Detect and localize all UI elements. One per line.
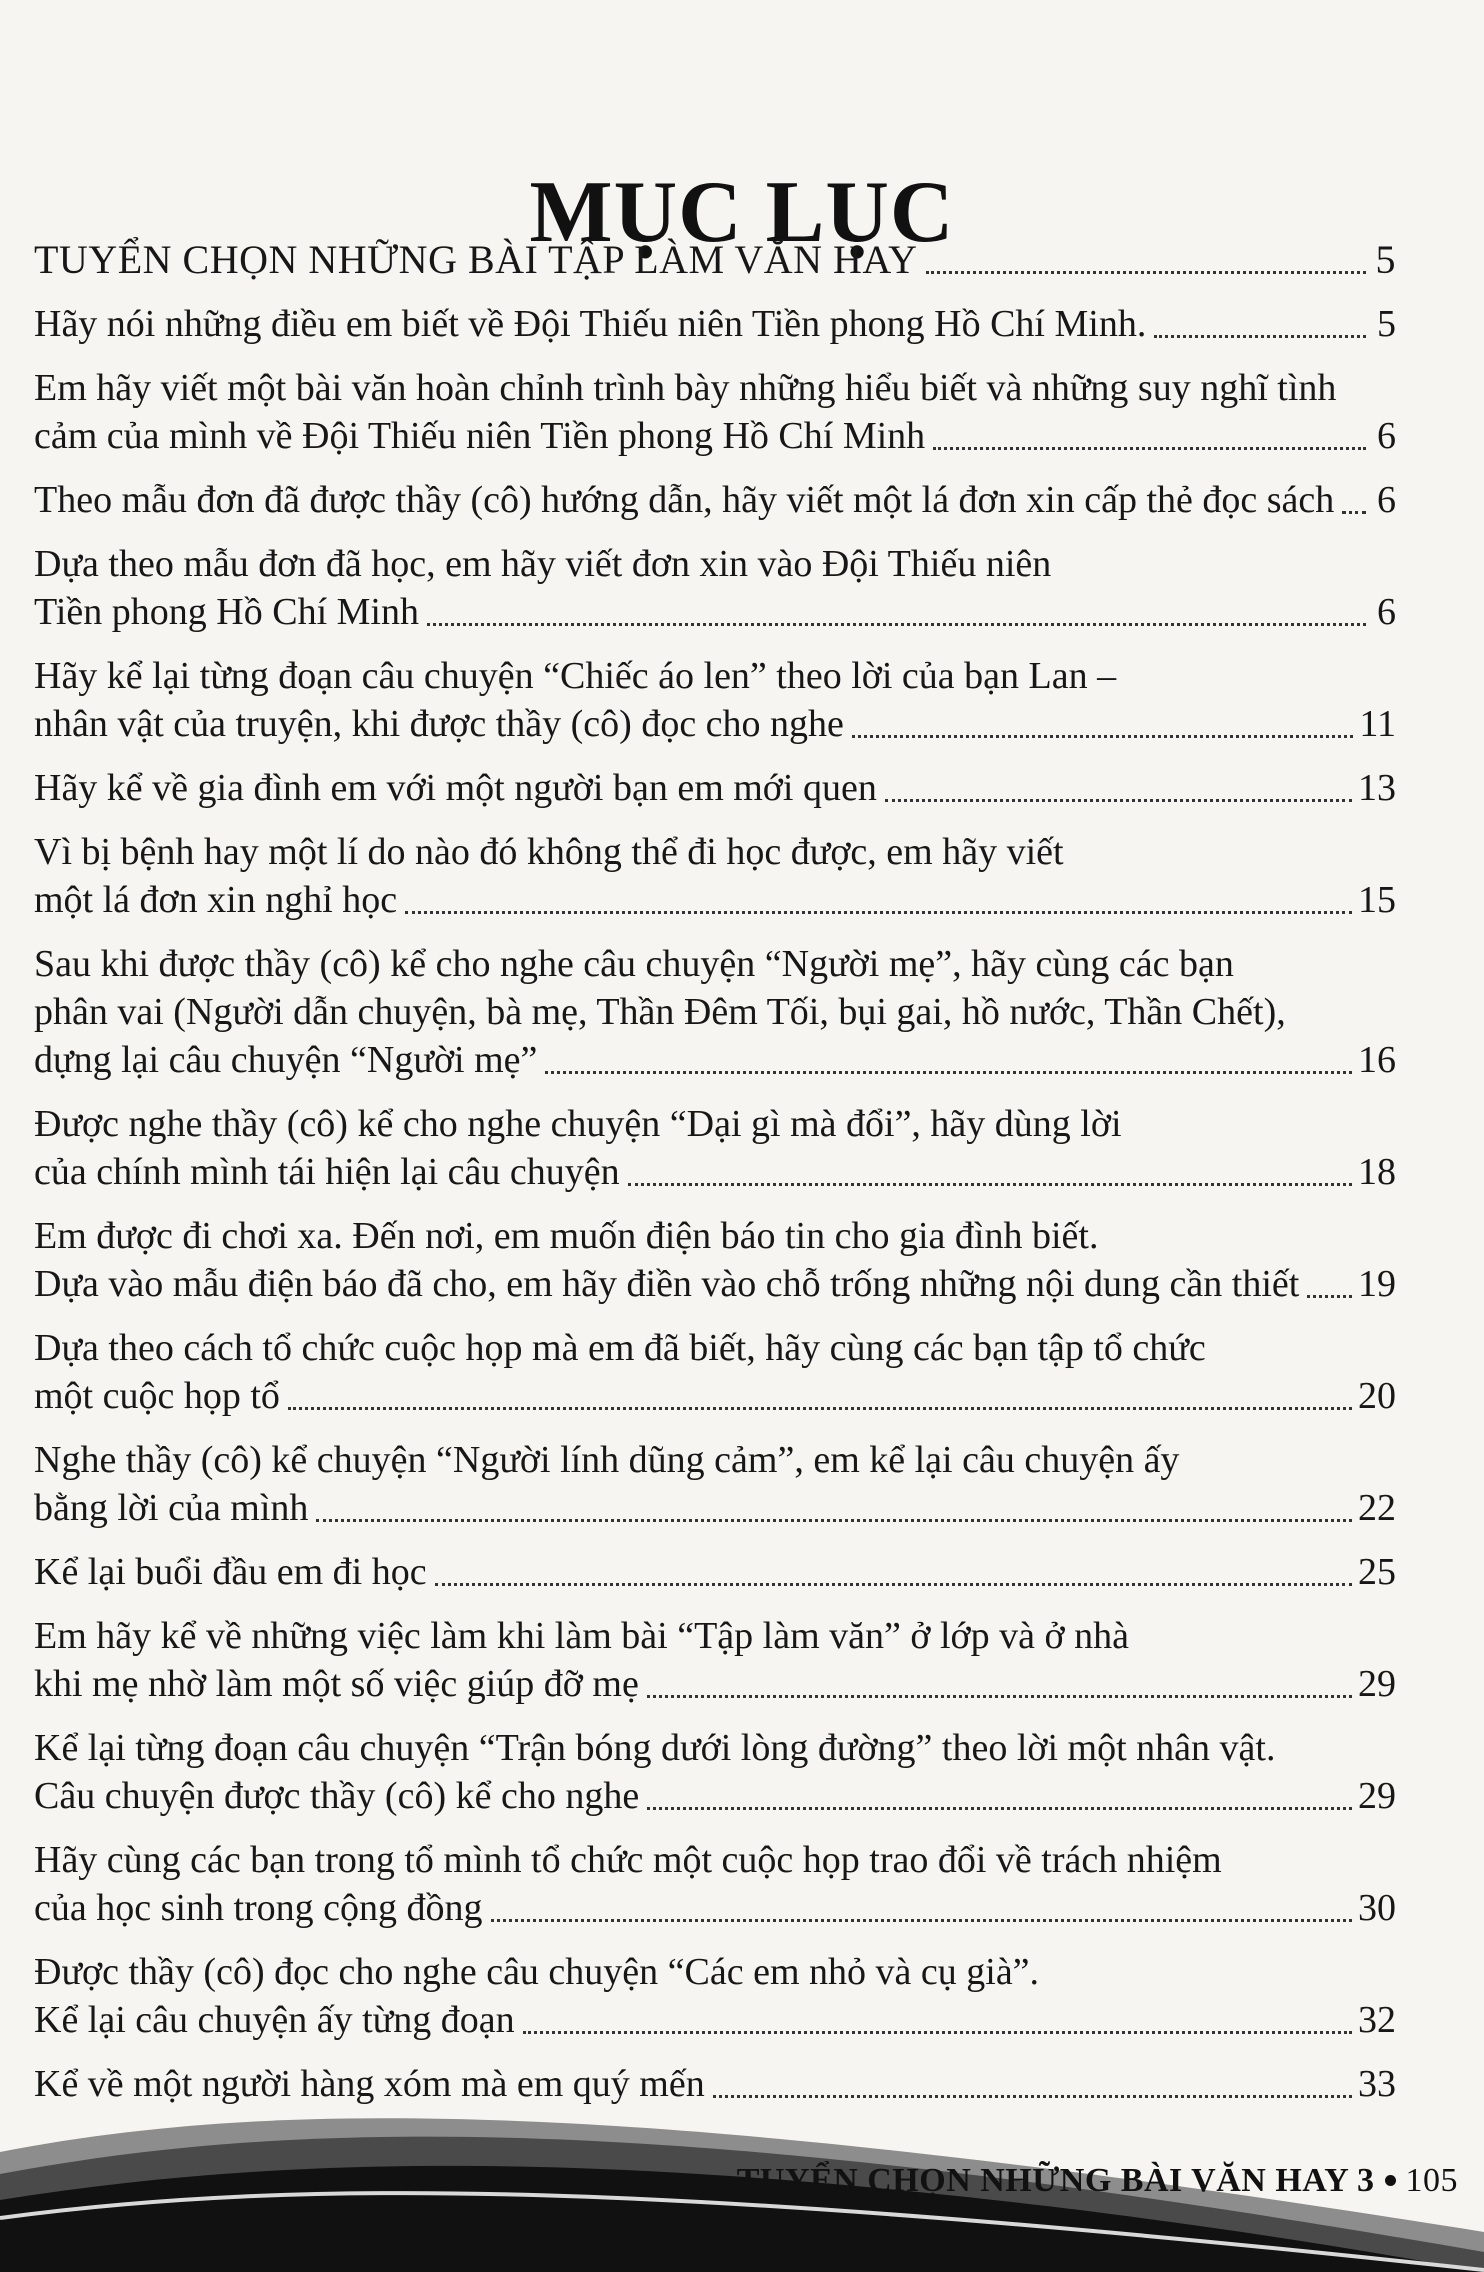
dot-leader	[647, 1695, 1352, 1698]
dot-leader	[647, 1807, 1352, 1810]
toc-entry[interactable]	[34, 1212, 1396, 1308]
toc-entry[interactable]	[34, 236, 1396, 284]
toc-entry-title: Theo mẫu đơn đã được thầy (cô) hướng dẫn, hãy viết một lá đơn xin cấp thẻ đọc sách	[34, 479, 1335, 521]
toc-entry-title: TUYỂN CHỌN NHỮNG BÀI TẬP LÀM VĂN HAY	[34, 237, 918, 282]
toc-entry-title: một cuộc họp tổ	[34, 1375, 280, 1417]
toc-entry-title-line: Em hãy kể về những việc làm khi làm bài “Tập làm văn” ở lớp và ở nhà	[34, 1615, 1129, 1657]
toc-entry-title: của học sinh trong cộng đồng	[34, 1887, 483, 1929]
toc-entry-title-line: Kể lại từng đoạn câu chuyện “Trận bóng dưới lòng đường” theo lời một nhân vật.	[34, 1727, 1276, 1769]
page-footer	[737, 2162, 1458, 2200]
page-number: 105	[1405, 2162, 1458, 2199]
toc-page-number: 32	[1358, 1999, 1396, 2041]
toc-entry-title: Kể lại câu chuyện ấy từng đoạn	[34, 1999, 515, 2041]
toc-entry-title: Hãy kể về gia đình em với một người bạn em mới quen	[34, 767, 877, 809]
dot-leader	[427, 623, 1366, 626]
toc-entry[interactable]	[34, 764, 1396, 812]
toc-page-number: 22	[1358, 1487, 1396, 1529]
toc-page-number: 11	[1359, 703, 1396, 745]
toc-entry-title-line: Sau khi được thầy (cô) kể cho nghe câu chuyện “Người mẹ”, hãy cùng các bạn	[34, 943, 1234, 985]
toc-entry-title: Dựa vào mẫu điện báo đã cho, em hãy điền vào chỗ trống những nội dung cần thiết	[34, 1263, 1300, 1305]
toc-entry-title: một lá đơn xin nghỉ học	[34, 879, 398, 921]
toc-entry[interactable]	[34, 1436, 1396, 1532]
toc-entry-title: nhân vật của truyện, khi được thầy (cô) đọc cho nghe	[34, 703, 844, 745]
dot-leader	[926, 271, 1366, 274]
toc-entry[interactable]	[34, 364, 1396, 460]
toc-entry-title: dựng lại câu chuyện “Người mẹ”	[34, 1039, 538, 1081]
toc-entry-title: khi mẹ nhờ làm một số việc giúp đỡ mẹ	[34, 1663, 639, 1705]
toc-entry-title: cảm của mình về Đội Thiếu niên Tiền phong Hồ Chí Minh	[34, 415, 926, 457]
toc-entry[interactable]	[34, 652, 1396, 748]
bullet-icon	[1385, 2175, 1396, 2186]
toc-page-number: 13	[1358, 767, 1396, 809]
toc-page-number: 5	[1375, 237, 1396, 282]
toc-entry-title-line: Được nghe thầy (cô) kể cho nghe chuyện “Dại gì mà đổi”, hãy dùng lời	[34, 1103, 1122, 1145]
toc-entry-title-line: Nghe thầy (cô) kể chuyện “Người lính dũng cảm”, em kể lại câu chuyện ấy	[34, 1439, 1180, 1481]
toc-entry-title-line: Em hãy viết một bài văn hoàn chỉnh trình bày những hiểu biết và những suy nghĩ tình	[34, 367, 1337, 409]
toc-page-number: 19	[1358, 1263, 1396, 1305]
dot-leader	[491, 1919, 1352, 1922]
toc-entry[interactable]	[34, 828, 1396, 924]
toc-entry[interactable]	[34, 1548, 1396, 1596]
toc-page-number: 15	[1358, 879, 1396, 921]
toc-page-number: 5	[1377, 303, 1396, 345]
toc-page-number: 6	[1377, 479, 1396, 521]
toc-entry-title-line: Hãy cùng các bạn trong tổ mình tổ chức một cuộc họp trao đổi về trách nhiệm	[34, 1839, 1222, 1881]
toc-page-number: 6	[1377, 415, 1396, 457]
toc-entry[interactable]	[34, 1324, 1396, 1420]
toc-entry[interactable]	[34, 940, 1396, 1084]
toc-entry-title: bằng lời của mình	[34, 1487, 309, 1529]
toc-entry-title-line: Được thầy (cô) đọc cho nghe câu chuyện “Các em nhỏ và cụ già”.	[34, 1951, 1040, 1993]
toc-entry-title: của chính mình tái hiện lại câu chuyện	[34, 1151, 620, 1193]
toc-entry[interactable]	[34, 1724, 1396, 1820]
dot-leader	[523, 2031, 1352, 2034]
toc-entry-title-line: phân vai (Người dẫn chuyện, bà mẹ, Thần Đêm Tối, bụi gai, hồ nước, Thần Chết),	[34, 991, 1286, 1033]
toc-entry-title-line: Vì bị bệnh hay một lí do nào đó không thể đi học được, em hãy viết	[34, 831, 1064, 873]
toc-entry-title: Tiền phong Hồ Chí Minh	[34, 591, 419, 633]
toc-page-number: 6	[1377, 591, 1396, 633]
page-title: MỤC LỤC	[529, 163, 955, 261]
dot-leader	[405, 911, 1352, 914]
dot-leader	[1342, 511, 1366, 514]
toc-entry[interactable]	[34, 540, 1396, 636]
dot-leader	[316, 1519, 1352, 1522]
toc-entry[interactable]	[34, 476, 1396, 524]
dot-leader	[1307, 1295, 1352, 1298]
toc-entry[interactable]	[34, 1948, 1396, 2044]
toc-entry[interactable]	[34, 1612, 1396, 1708]
toc-page-number: 33	[1358, 2063, 1396, 2105]
dot-leader	[852, 735, 1353, 738]
toc-entry-title: Kể lại buổi đầu em đi học	[34, 1551, 427, 1593]
toc-page-number: 25	[1358, 1551, 1396, 1593]
dot-leader	[545, 1071, 1352, 1074]
dot-leader	[288, 1407, 1352, 1410]
toc-entry-title: Kể về một người hàng xóm mà em quý mến	[34, 2063, 705, 2105]
toc-entry[interactable]	[34, 1100, 1396, 1196]
toc-entry-title: Câu chuyện được thầy (cô) kể cho nghe	[34, 1775, 640, 1817]
dot-leader	[1154, 335, 1366, 338]
dot-leader	[933, 447, 1366, 450]
dot-leader	[885, 799, 1352, 802]
toc-page-number: 18	[1358, 1151, 1396, 1193]
toc-page-number: 20	[1358, 1375, 1396, 1417]
toc-page-number: 16	[1358, 1039, 1396, 1081]
toc-entry-title: Hãy nói những điều em biết về Đội Thiếu niên Tiền phong Hồ Chí Minh.	[34, 303, 1147, 345]
toc-entry-title-line: Hãy kể lại từng đoạn câu chuyện “Chiếc áo len” theo lời của bạn Lan –	[34, 655, 1117, 697]
toc-entry-title-line: Em được đi chơi xa. Đến nơi, em muốn điện báo tin cho gia đình biết.	[34, 1215, 1099, 1257]
toc-page-number: 29	[1358, 1775, 1396, 1817]
book-title: TUYỂN CHỌN NHỮNG BÀI VĂN HAY 3	[736, 2162, 1375, 2199]
toc-page-number: 29	[1358, 1663, 1396, 1705]
dot-leader	[435, 1583, 1352, 1586]
dot-leader	[628, 1183, 1352, 1186]
table-of-contents	[34, 236, 1396, 2108]
toc-entry-title-line: Dựa theo mẫu đơn đã học, em hãy viết đơn xin vào Đội Thiếu niên	[34, 543, 1052, 585]
toc-page-number: 30	[1358, 1887, 1396, 1929]
toc-entry-title-line: Dựa theo cách tổ chức cuộc họp mà em đã biết, hãy cùng các bạn tập tổ chức	[34, 1327, 1206, 1369]
toc-entry[interactable]	[34, 300, 1396, 348]
toc-entry[interactable]	[34, 1836, 1396, 1932]
